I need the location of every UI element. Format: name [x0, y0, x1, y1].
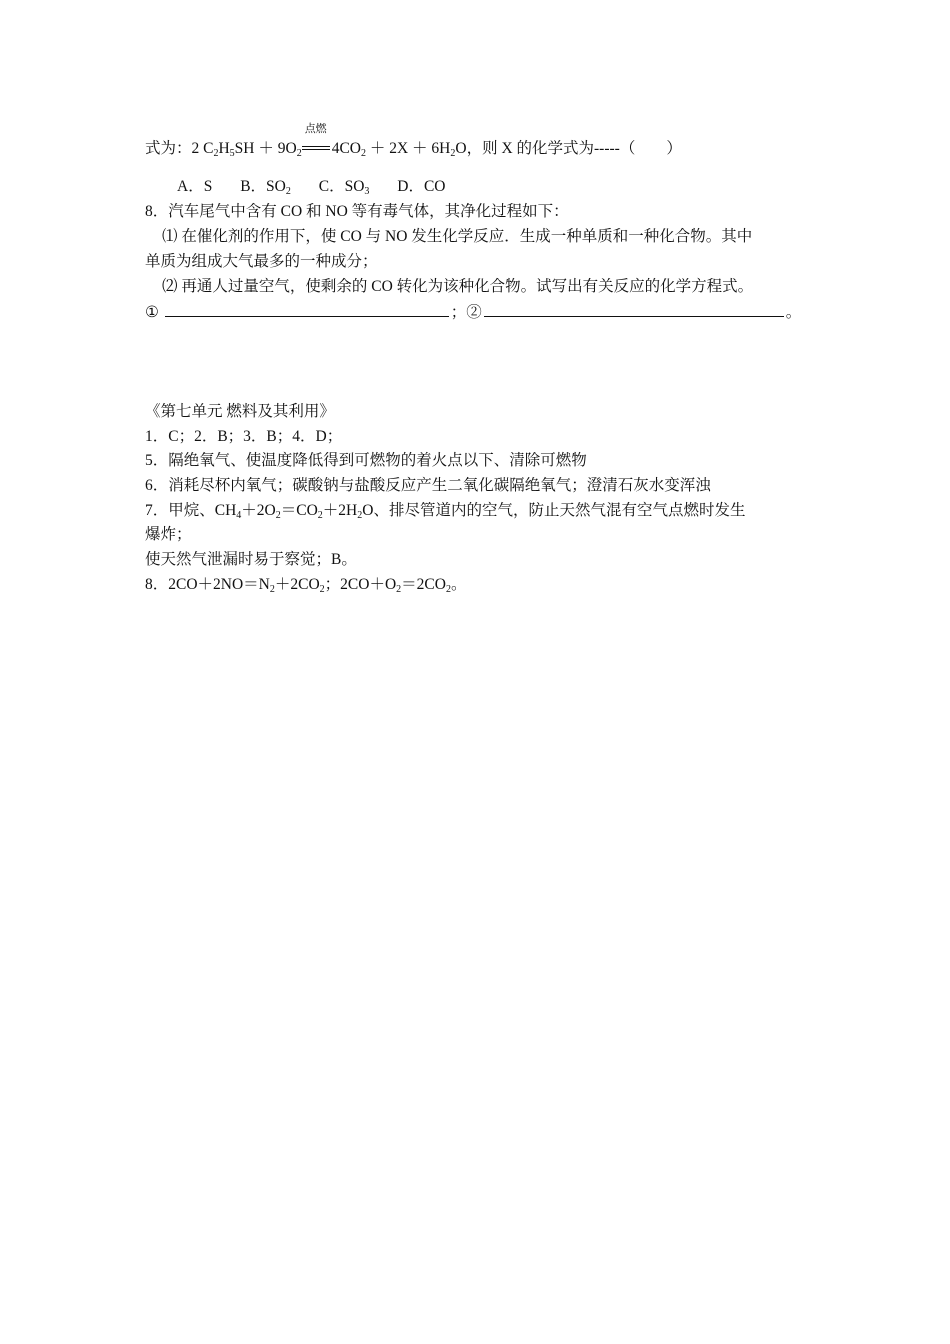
q8-title: 8．汽车尾气中含有 CO 和 NO 等有毒气体，其净化过程如下：: [145, 203, 569, 220]
reaction-condition-arrow: [302, 123, 330, 159]
q8-step1: ⑴ 在催化剂的作用下，使 CO 与 NO 发生化学反应．生成一种单质和一种化合物。其中: [162, 228, 753, 245]
option-d: D．CO: [397, 178, 446, 195]
q7-equation-line: 式为：2 $C_2H_5SH + 9O_2$ 点燃 $4CO_2 + 2X + 6H_2O$，则 X 的化学式为-----（ ）: [145, 123, 682, 159]
option-b: B．$SO_2$: [240, 178, 291, 197]
q7-options: [177, 177, 470, 197]
option-a: A．S: [177, 178, 213, 195]
answer-5: 5．隔绝氧气、使温度降低得到可燃物的着火点以下、清除可燃物: [145, 452, 587, 469]
option-c: C．$SO_3$: [318, 178, 370, 197]
q8-step1-cont: 单质为组成大气最多的一种成分；: [145, 253, 378, 270]
answer-7: 7．甲烷、$CH_4+2O_2=CO_2+2H_2O$、排尽管道内的空气，防止天然气混有空气点燃时发生: [145, 502, 746, 521]
answer-1-4: 1．C；2．B；3．B；4．D；: [145, 428, 343, 445]
q8-answer-blanks: ① ；② 。: [145, 304, 802, 321]
answer-blank-2[interactable]: [484, 302, 784, 317]
answers-unit-title: 《第七单元 燃料及其利用》: [145, 403, 335, 420]
answer-6: 6．消耗尽杯内氧气；碳酸钠与盐酸反应产生二氧化碳隔绝氧气；澄清石灰水变浑浊: [145, 477, 711, 494]
answer-7-cont: 爆炸；: [145, 526, 192, 543]
answer-7-cont-2: 使天然气泄漏时易于察觉；B。: [145, 551, 357, 568]
q8-step2: ⑵ 再通人过量空气，使剩余的 CO 转化为该种化合物。试写出有关反应的化学方程式。: [162, 278, 754, 295]
answer-blank-1[interactable]: [165, 302, 449, 317]
answer-8: 8．$2CO+2NO=N_2+2CO_2$；$2CO+O_2=2CO_2$。: [145, 576, 467, 595]
reaction-condition: 点燃: [304, 123, 327, 135]
